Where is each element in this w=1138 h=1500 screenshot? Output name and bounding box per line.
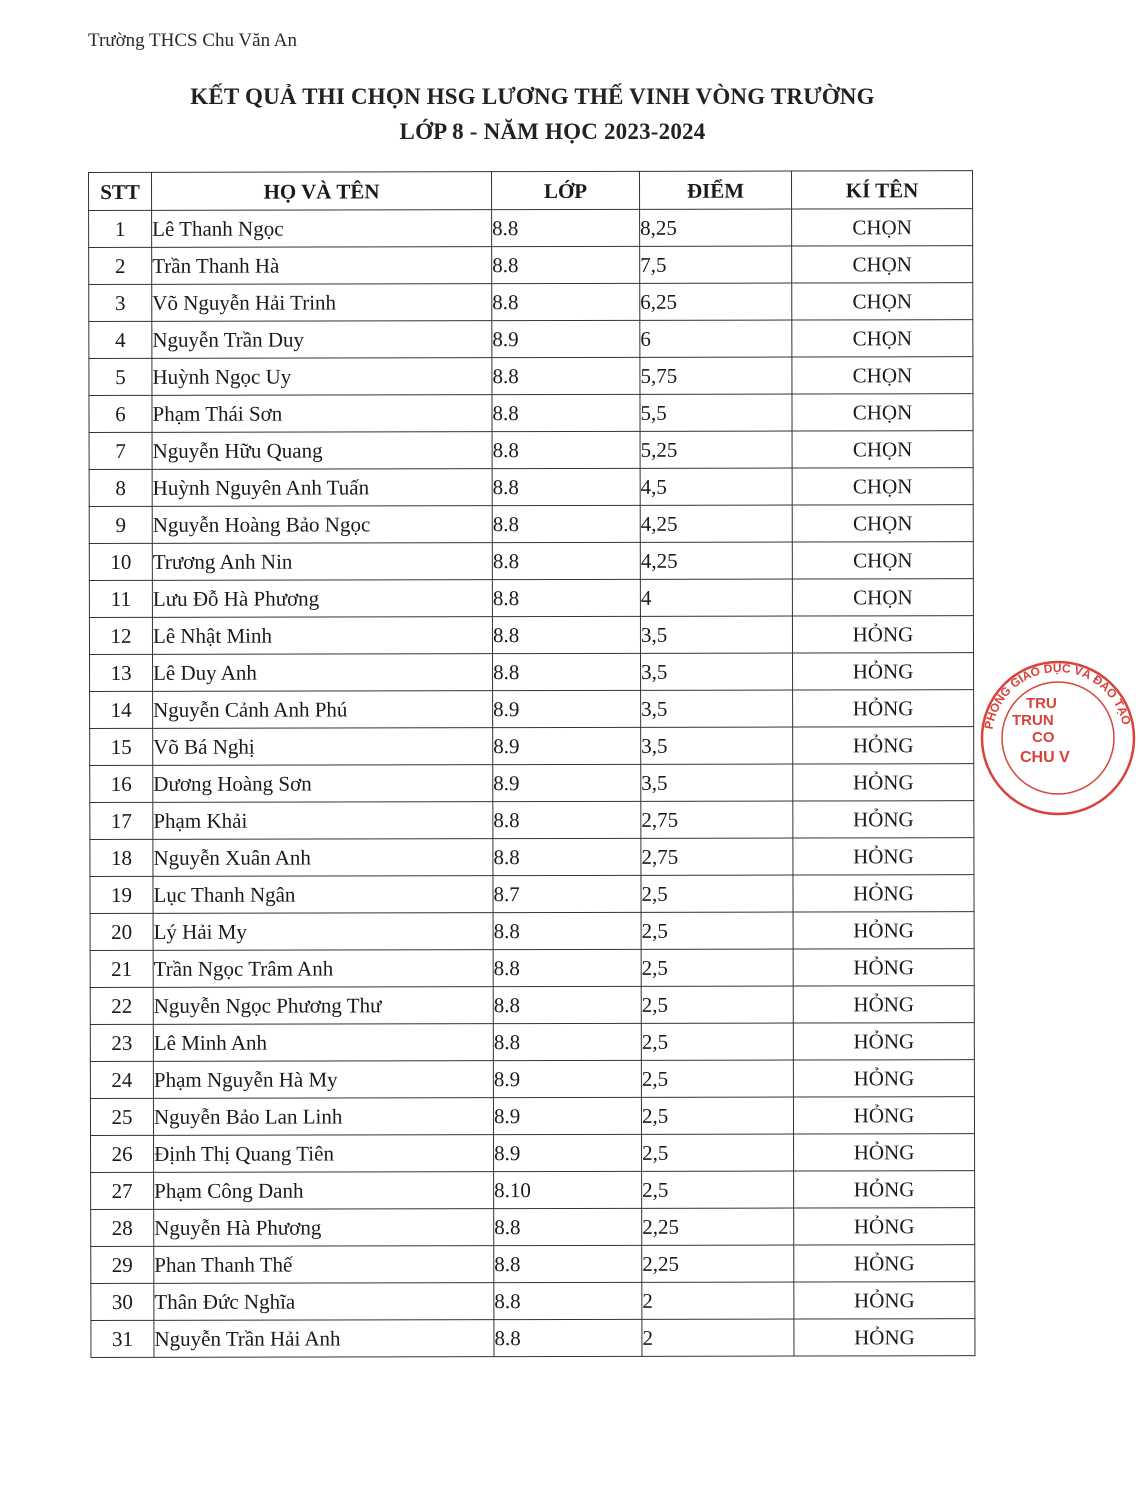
score-value: 4,5 bbox=[640, 468, 792, 505]
row-number: 13 bbox=[90, 654, 153, 691]
svg-text:TRU: TRU bbox=[1026, 695, 1057, 712]
student-name: Trần Thanh Hà bbox=[152, 247, 492, 285]
table-row bbox=[89, 542, 973, 581]
table-row bbox=[90, 949, 974, 988]
result-status: HỎNG bbox=[793, 764, 974, 801]
row-number: 3 bbox=[89, 284, 152, 321]
row-number: 23 bbox=[90, 1024, 153, 1061]
score-value: 4 bbox=[640, 579, 792, 616]
row-number: 17 bbox=[90, 802, 153, 839]
class-name: 8.9 bbox=[493, 727, 641, 764]
table-row bbox=[90, 838, 974, 877]
result-status: HỎNG bbox=[794, 1319, 975, 1356]
student-name: Nguyễn Hà Phương bbox=[154, 1209, 494, 1247]
score-value: 2 bbox=[642, 1319, 794, 1356]
class-name: 8.8 bbox=[492, 431, 640, 468]
table-row bbox=[90, 1060, 974, 1099]
class-name: 8.8 bbox=[492, 542, 640, 579]
table-row bbox=[89, 283, 973, 322]
result-status: HỎNG bbox=[794, 1171, 975, 1208]
result-status: HỎNG bbox=[793, 1097, 974, 1134]
class-name: 8.7 bbox=[493, 875, 641, 912]
result-status: HỎNG bbox=[794, 1208, 975, 1245]
row-number: 14 bbox=[90, 691, 153, 728]
table-row bbox=[91, 1171, 975, 1210]
table-row bbox=[91, 1245, 975, 1284]
result-status: HỎNG bbox=[793, 653, 974, 690]
class-name: 8.8 bbox=[493, 949, 641, 986]
class-name: 8.8 bbox=[492, 246, 640, 283]
score-value: 3,5 bbox=[641, 653, 793, 690]
student-name: Phạm Thái Sơn bbox=[152, 395, 492, 433]
row-number: 19 bbox=[90, 876, 153, 913]
table-row bbox=[89, 357, 973, 396]
result-status: CHỌN bbox=[792, 542, 973, 579]
student-name: Phan Thanh Thế bbox=[154, 1246, 494, 1284]
table-row bbox=[90, 875, 974, 914]
result-status: CHỌN bbox=[792, 246, 973, 283]
table-row bbox=[91, 1319, 975, 1358]
result-status: HỎNG bbox=[793, 912, 974, 949]
row-number: 27 bbox=[91, 1172, 154, 1209]
class-name: 8.8 bbox=[492, 505, 640, 542]
table-row bbox=[89, 468, 973, 507]
student-name: Lục Thanh Ngân bbox=[153, 876, 493, 914]
score-value: 2,75 bbox=[641, 838, 793, 875]
result-status: HỎNG bbox=[793, 986, 974, 1023]
class-name: 8.10 bbox=[494, 1171, 642, 1208]
table-row bbox=[91, 1282, 975, 1321]
score-value: 2,5 bbox=[642, 1171, 794, 1208]
row-number: 20 bbox=[90, 913, 153, 950]
svg-text:CHU V: CHU V bbox=[1020, 749, 1070, 766]
class-name: 8.8 bbox=[492, 616, 640, 653]
score-value: 2,5 bbox=[641, 949, 793, 986]
student-name: Lê Duy Anh bbox=[153, 654, 493, 692]
svg-text:CO: CO bbox=[1032, 729, 1055, 746]
class-name: 8.8 bbox=[493, 1023, 641, 1060]
row-number: 16 bbox=[90, 765, 153, 802]
table-row bbox=[90, 1023, 974, 1062]
student-name: Võ Bá Nghị bbox=[153, 728, 493, 766]
result-status: HỎNG bbox=[794, 1134, 975, 1171]
student-name: Phạm Nguyễn Hà My bbox=[153, 1061, 493, 1099]
student-name: Lê Nhật Minh bbox=[152, 617, 492, 655]
class-name: 8.8 bbox=[493, 801, 641, 838]
score-value: 2,5 bbox=[641, 875, 793, 912]
student-name: Võ Nguyễn Hải Trinh bbox=[152, 284, 492, 322]
result-status: CHỌN bbox=[792, 283, 973, 320]
result-status: CHỌN bbox=[792, 209, 973, 246]
row-number: 9 bbox=[89, 506, 152, 543]
table-row bbox=[90, 1097, 974, 1136]
result-status: HỎNG bbox=[792, 616, 973, 653]
result-status: CHỌN bbox=[792, 320, 973, 357]
score-value: 2,5 bbox=[641, 1097, 793, 1134]
class-name: 8.8 bbox=[492, 579, 640, 616]
column-header-name: HỌ VÀ TÊN bbox=[152, 172, 492, 211]
score-value: 2,5 bbox=[641, 912, 793, 949]
class-name: 8.8 bbox=[493, 986, 641, 1023]
result-status: HỎNG bbox=[793, 801, 974, 838]
row-number: 28 bbox=[91, 1209, 154, 1246]
row-number: 4 bbox=[89, 321, 152, 358]
table-header-row bbox=[89, 171, 973, 211]
class-name: 8.9 bbox=[492, 320, 640, 357]
student-name: Lê Thanh Ngọc bbox=[152, 210, 492, 248]
student-name: Định Thị Quang Tiên bbox=[154, 1135, 494, 1173]
student-name: Phạm Công Danh bbox=[154, 1172, 494, 1210]
score-value: 3,5 bbox=[641, 727, 793, 764]
row-number: 15 bbox=[90, 728, 153, 765]
score-value: 4,25 bbox=[640, 542, 792, 579]
table-row bbox=[89, 246, 973, 285]
result-status: CHỌN bbox=[792, 431, 973, 468]
score-value: 2,5 bbox=[641, 1023, 793, 1060]
student-name: Trần Ngọc Trâm Anh bbox=[153, 950, 493, 988]
student-name: Nguyễn Xuân Anh bbox=[153, 839, 493, 877]
row-number: 10 bbox=[89, 543, 152, 580]
column-header-signature: KÍ TÊN bbox=[791, 171, 972, 209]
table-row bbox=[89, 209, 973, 248]
student-name: Nguyễn Trần Hải Anh bbox=[154, 1320, 494, 1358]
row-number: 30 bbox=[91, 1283, 154, 1320]
table-row bbox=[89, 394, 973, 433]
stamp-inner-ring bbox=[1002, 682, 1114, 794]
student-name: Huỳnh Nguyên Anh Tuấn bbox=[152, 469, 492, 507]
result-status: HỎNG bbox=[794, 1245, 975, 1282]
student-name: Lưu Đỗ Hà Phương bbox=[152, 580, 492, 618]
score-value: 2 bbox=[642, 1282, 794, 1319]
result-status: HỎNG bbox=[793, 838, 974, 875]
student-name: Lý Hải My bbox=[153, 913, 493, 951]
document-title: KẾT QUẢ THI CHỌN HSG LƯƠNG THẾ VINH VÒNG TRƯỜNG bbox=[190, 84, 875, 109]
score-value: 2,5 bbox=[641, 986, 793, 1023]
official-stamp bbox=[978, 658, 1138, 818]
class-name: 8.9 bbox=[493, 1097, 641, 1134]
result-status: HỎNG bbox=[794, 1282, 975, 1319]
school-name: Trường THCS Chu Văn An bbox=[88, 30, 297, 51]
table-row bbox=[89, 505, 973, 544]
student-name: Nguyễn Bảo Lan Linh bbox=[153, 1098, 493, 1136]
results-table bbox=[88, 170, 975, 1358]
class-name: 8.8 bbox=[493, 912, 641, 949]
class-name: 8.8 bbox=[492, 468, 640, 505]
score-value: 2,5 bbox=[641, 1060, 793, 1097]
row-number: 29 bbox=[91, 1246, 154, 1283]
table-row bbox=[90, 690, 974, 729]
result-status: CHỌN bbox=[792, 394, 973, 431]
class-name: 8.8 bbox=[493, 838, 641, 875]
row-number: 18 bbox=[90, 839, 153, 876]
svg-text:TRUN: TRUN bbox=[1012, 712, 1054, 729]
student-name: Lê Minh Anh bbox=[153, 1024, 493, 1062]
class-name: 8.8 bbox=[492, 357, 640, 394]
result-status: HỎNG bbox=[793, 727, 974, 764]
score-value: 2,75 bbox=[641, 801, 793, 838]
table-row bbox=[90, 727, 974, 766]
column-header-score: ĐIỂM bbox=[639, 171, 791, 209]
result-status: CHỌN bbox=[792, 579, 973, 616]
result-status: HỎNG bbox=[793, 1023, 974, 1060]
class-name: 8.9 bbox=[493, 1060, 641, 1097]
score-value: 3,5 bbox=[641, 690, 793, 727]
table-row bbox=[90, 986, 974, 1025]
student-name: Nguyễn Trần Duy bbox=[152, 321, 492, 359]
table-row bbox=[89, 579, 973, 618]
table-row bbox=[90, 912, 974, 951]
row-number: 5 bbox=[89, 358, 152, 395]
table-row bbox=[91, 1134, 975, 1173]
table-body bbox=[89, 209, 975, 1358]
student-name: Dương Hoàng Sơn bbox=[153, 765, 493, 803]
score-value: 4,25 bbox=[640, 505, 792, 542]
class-name: 8.8 bbox=[492, 283, 640, 320]
row-number: 26 bbox=[91, 1135, 154, 1172]
table-row bbox=[90, 801, 974, 840]
score-value: 5,75 bbox=[640, 357, 792, 394]
row-number: 25 bbox=[90, 1098, 153, 1135]
result-status: HỎNG bbox=[793, 690, 974, 727]
row-number: 1 bbox=[89, 210, 152, 247]
row-number: 8 bbox=[89, 469, 152, 506]
table-row bbox=[89, 616, 973, 655]
class-name: 8.8 bbox=[494, 1282, 642, 1319]
student-name: Trương Anh Nin bbox=[152, 543, 492, 581]
class-name: 8.8 bbox=[494, 1245, 642, 1282]
class-name: 8.8 bbox=[492, 209, 640, 246]
result-status: HỎNG bbox=[793, 875, 974, 912]
class-name: 8.9 bbox=[493, 690, 641, 727]
row-number: 2 bbox=[89, 247, 152, 284]
result-status: HỎNG bbox=[793, 1060, 974, 1097]
class-name: 8.8 bbox=[494, 1208, 642, 1245]
column-header-class: LỚP bbox=[492, 171, 640, 209]
stamp-inner-text bbox=[1012, 695, 1070, 766]
score-value: 6 bbox=[640, 320, 792, 357]
class-name: 8.8 bbox=[494, 1319, 642, 1356]
row-number: 7 bbox=[89, 432, 152, 469]
result-status: CHỌN bbox=[792, 357, 973, 394]
score-value: 2,25 bbox=[642, 1245, 794, 1282]
result-status: CHỌN bbox=[792, 468, 973, 505]
student-name: Huỳnh Ngọc Uy bbox=[152, 358, 492, 396]
table-row bbox=[91, 1208, 975, 1247]
student-name: Nguyễn Hoàng Bảo Ngọc bbox=[152, 506, 492, 544]
document-subtitle: LỚP 8 - NĂM HỌC 2023-2024 bbox=[399, 119, 706, 144]
score-value: 7,5 bbox=[640, 246, 792, 283]
class-name: 8.8 bbox=[493, 653, 641, 690]
student-name: Nguyễn Hữu Quang bbox=[152, 432, 492, 470]
score-value: 8,25 bbox=[640, 209, 792, 246]
score-value: 6,25 bbox=[640, 283, 792, 320]
student-name: Nguyễn Cảnh Anh Phú bbox=[153, 691, 493, 729]
score-value: 2,25 bbox=[642, 1208, 794, 1245]
class-name: 8.8 bbox=[492, 394, 640, 431]
class-name: 8.9 bbox=[494, 1134, 642, 1171]
table-row bbox=[90, 764, 974, 803]
table-row bbox=[90, 653, 974, 692]
row-number: 11 bbox=[89, 580, 152, 617]
result-status: HỎNG bbox=[793, 949, 974, 986]
class-name: 8.9 bbox=[493, 764, 641, 801]
table-row bbox=[89, 431, 973, 470]
result-status: CHỌN bbox=[792, 505, 973, 542]
score-value: 2,5 bbox=[642, 1134, 794, 1171]
student-name: Thân Đức Nghĩa bbox=[154, 1283, 494, 1321]
row-number: 12 bbox=[89, 617, 152, 654]
score-value: 5,5 bbox=[640, 394, 792, 431]
score-value: 3,5 bbox=[640, 616, 792, 653]
row-number: 31 bbox=[91, 1320, 154, 1357]
column-header-stt: STT bbox=[89, 172, 152, 210]
row-number: 24 bbox=[90, 1061, 153, 1098]
score-value: 5,25 bbox=[640, 431, 792, 468]
row-number: 6 bbox=[89, 395, 152, 432]
student-name: Nguyễn Ngọc Phương Thư bbox=[153, 987, 493, 1025]
row-number: 21 bbox=[90, 950, 153, 987]
row-number: 22 bbox=[90, 987, 153, 1024]
table-row bbox=[89, 320, 973, 359]
score-value: 3,5 bbox=[641, 764, 793, 801]
student-name: Phạm Khải bbox=[153, 802, 493, 840]
stamp-ring-text: PHÒNG GIÁO DỤC VÀ ĐÀO TẠO bbox=[981, 660, 1134, 731]
